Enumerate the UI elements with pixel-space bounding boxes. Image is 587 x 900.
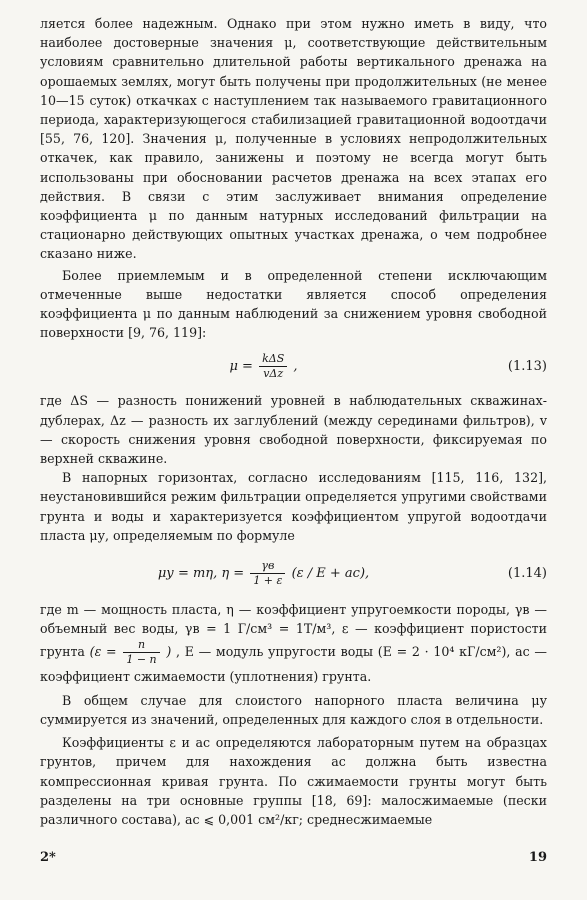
paragraph-3: где ΔS — разность понижений уровней в наблюдательных скважинах-дублерах, Δz — разность их заглублений (между серединами фильтров), v — скорость снижения уровня свободной поверхности, фиксируемая по верхней скважине.: [40, 393, 547, 467]
formula-1-13-tail: ,: [293, 359, 298, 375]
paragraph-7: Коэффициенты ε и aс определяются лабораторным путем на образцах грунтов, причем для нахождения aс должна быть известна компрессионная кривая грунта. По сжимаемости грунты могут быть разделены на три основные группы [18, 69]: малосжимаемые (пески различного состава), aс ⩽ 0,001 см²/кг; среднесжимаемые: [40, 735, 547, 827]
formula-1-13-fraction: [259, 352, 287, 381]
porosity-formula-fraction: [123, 638, 159, 667]
formula-1-14: [40, 559, 547, 588]
porosity-formula: [89, 638, 176, 667]
formula-1-14-bracket: (ε / E + aс),: [291, 566, 370, 582]
porosity-formula-numerator: n: [123, 638, 159, 653]
paragraph-6: В общем случае для слоистого напорного пласта величина μу суммируется из значений, определенных для каждого слоя в отдельности.: [40, 692, 547, 727]
page-footer: [40, 848, 547, 867]
paragraph-4: В напорных горизонтах, согласно исследованиям [115, 116, 132], неустановившийся режим фильтрации определяется упругими свойствами грунта и воды и характеризуется коэффициентом упругой водоотдачи пласта μу, определяемым по формуле: [40, 470, 547, 543]
porosity-formula-denominator: 1 − n: [126, 653, 157, 667]
paragraph-5: [40, 600, 547, 687]
formula-1-13-lhs: μ =: [229, 359, 253, 375]
paragraph-5-part-b: , E — модуль упругости воды (E = 2 · 10⁴ кГ/см²), aс — коэффициент сжимаемости (уплотнения) грунта.: [40, 644, 547, 685]
formula-1-14-number: (1.14): [507, 565, 547, 581]
formula-1-14-lhs: μу = mη, η =: [157, 566, 245, 582]
formula-1-13-denominator: vΔz: [263, 367, 284, 381]
formula-1-14-denominator: 1 + ε: [253, 574, 283, 588]
formula-1-13: [40, 352, 547, 381]
porosity-formula-lhs: (ε =: [89, 644, 117, 660]
formula-1-14-numerator: γв: [250, 559, 285, 574]
signature-mark: 2*: [40, 850, 56, 865]
paragraph-2: Более приемлемым и в определенной степени исключающим отмеченные выше недостатки является способ определения коэффициента μ по данным наблюдений за снижением уровня свободной поверхности [9, 76, 119]:: [40, 267, 547, 341]
paragraph-5-part-a: где m — мощность пласта, η — коэффициент упругоемкости породы, γв — объемный вес воды, γв = 1 Г/см³ = 1Т/м³, ε — коэффициент пористости грунта: [40, 602, 547, 660]
formula-1-13-number: (1.13): [507, 359, 547, 375]
formula-1-14-fraction: [250, 559, 285, 588]
formula-1-13-numerator: kΔS: [259, 352, 287, 367]
paragraph-1: ляется более надежным. Однако при этом нужно иметь в виду, что наиболее достоверные значения μ, соответствующие действительным условиям сравнительно длительной работы вертикального дренажа на орошаемых землях, могут быть получены при продолжительных (не менее 10—15 суток) откачках с наступлением так называемого гравитационного периода, характеризующегося стабилизацией гравитационной водоотдачи [55, 76, 120]. Значения μ, полученные в условиях непродолжительных откачек, как правило, занижены и поэтому не всегда могут быть использованы при обосновании расчетов дренажа на всех этапах его действия. В связи с этим заслуживает внимания определение коэффициента μ по данным натурных исследований фильтрации на стационарно действующих опытных участках дренажа, о чем подробнее сказано ниже.: [40, 16, 547, 262]
porosity-formula-tail: ): [166, 644, 172, 660]
page-number: 19: [528, 850, 547, 865]
